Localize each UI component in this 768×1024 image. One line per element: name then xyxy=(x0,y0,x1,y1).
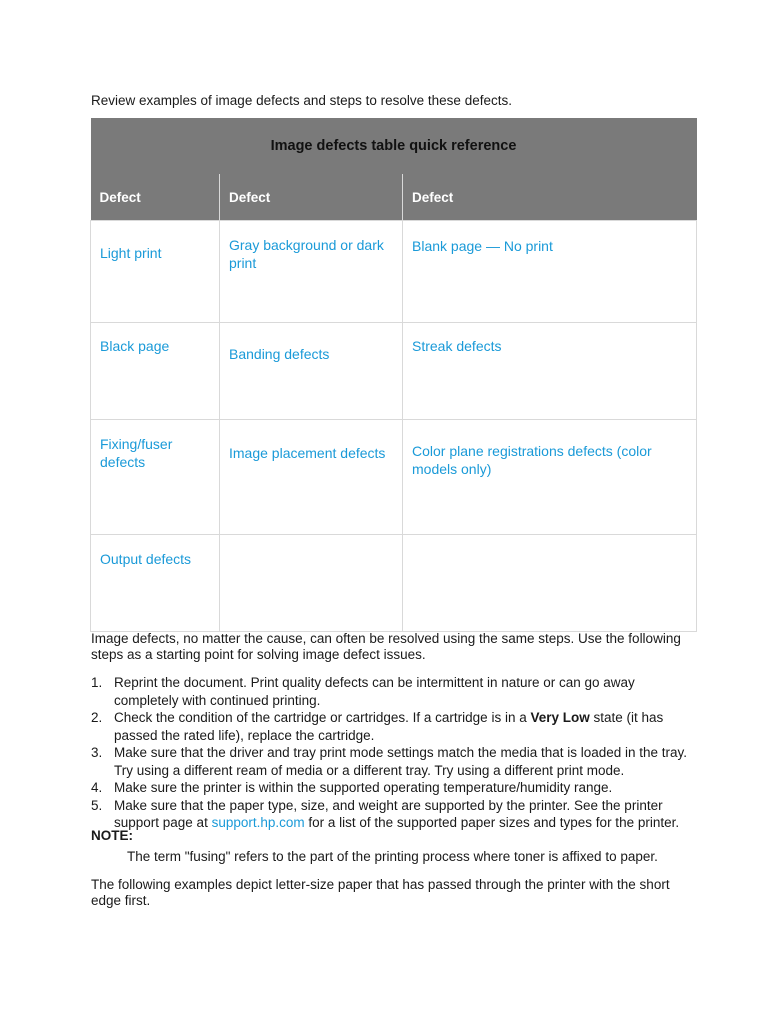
table-row xyxy=(91,221,697,323)
step-text: Check the condition of the cartridge or cartridges. If a cartridge is in a xyxy=(114,710,531,725)
defect-link-blank-page[interactable]: Blank page — No print xyxy=(412,238,553,254)
defect-link-output[interactable]: Output defects xyxy=(100,551,192,567)
intro-paragraph: Image defects, no matter the cause, can often be resolved using the same steps. Use the following steps as a starting point for solving image defect issues. xyxy=(91,631,681,662)
step-number: 4. xyxy=(91,780,103,795)
step-number: 5. xyxy=(91,797,103,813)
steps-list xyxy=(91,674,691,832)
column-header: Defect xyxy=(91,174,220,221)
defect-link-gray-background[interactable]: Gray background or dark print xyxy=(229,237,384,271)
table-cell xyxy=(91,323,220,420)
list-item xyxy=(91,779,691,797)
step-text: Make sure the printer is within the supported operating temperature/humidity range. xyxy=(114,780,613,795)
support-link[interactable]: support.hp.com xyxy=(211,815,305,830)
table-cell xyxy=(220,221,403,323)
column-header: Defect xyxy=(403,174,697,221)
step-text: state (it has passed the rated life), replace the cartridge. xyxy=(114,710,664,743)
defect-link-fixing-fuser[interactable]: Fixing/fuser defects xyxy=(100,436,173,470)
table-cell xyxy=(403,323,697,420)
defect-link-banding[interactable]: Banding defects xyxy=(229,346,330,362)
step-number: 1. xyxy=(91,675,103,690)
defect-link-color-plane[interactable]: Color plane registrations defects (color models only) xyxy=(412,443,652,477)
table-cell xyxy=(91,535,220,632)
table-cell xyxy=(91,420,220,535)
step-text: Make sure that the driver and tray print mode settings match the media that is loaded in the tray. Try using a different ream of media or a different tray. Try using a different print mode. xyxy=(114,745,688,778)
table-cell xyxy=(403,535,697,632)
list-item xyxy=(91,709,691,744)
step-text: Reprint the document. Print quality defects can be intermittent in nature or can go away completely with continued printing. xyxy=(114,675,635,708)
column-header: Defect xyxy=(220,174,403,221)
defect-link-black-page[interactable]: Black page xyxy=(100,338,170,354)
list-item xyxy=(91,797,691,832)
step-text: for a list of the supported paper sizes and types for the printer. xyxy=(304,815,680,830)
intro-text: Review examples of image defects and steps to resolve these defects. xyxy=(91,93,512,108)
step-text: Make sure that the paper type, size, and weight are supported by the printer. See the printer support page at xyxy=(114,797,663,830)
closing-paragraph: The following examples depict letter-size paper that has passed through the printer with the short edge first. xyxy=(91,877,670,908)
table-cell xyxy=(403,420,697,535)
table-cell xyxy=(220,323,403,420)
image-defects-table xyxy=(90,118,697,632)
table-row xyxy=(91,420,697,535)
defect-link-light-print[interactable]: Light print xyxy=(100,245,162,261)
defect-link-streak[interactable]: Streak defects xyxy=(412,338,502,354)
table-cell xyxy=(91,221,220,323)
table-row xyxy=(91,535,697,632)
note-label: NOTE: xyxy=(91,828,133,843)
table-cell xyxy=(220,420,403,535)
table-caption: Image defects table quick reference xyxy=(91,118,697,174)
note-text: The term "fusing" refers to the part of the printing process where toner is affixed to paper. xyxy=(127,849,658,864)
step-number: 2. xyxy=(91,710,103,725)
table-row xyxy=(91,323,697,420)
list-item xyxy=(91,744,691,779)
list-item xyxy=(91,674,691,709)
table-cell xyxy=(220,535,403,632)
table-cell xyxy=(403,221,697,323)
step-number: 3. xyxy=(91,745,103,760)
defect-link-image-placement[interactable]: Image placement defects xyxy=(229,445,386,461)
step-bold-text: Very Low xyxy=(530,710,590,725)
